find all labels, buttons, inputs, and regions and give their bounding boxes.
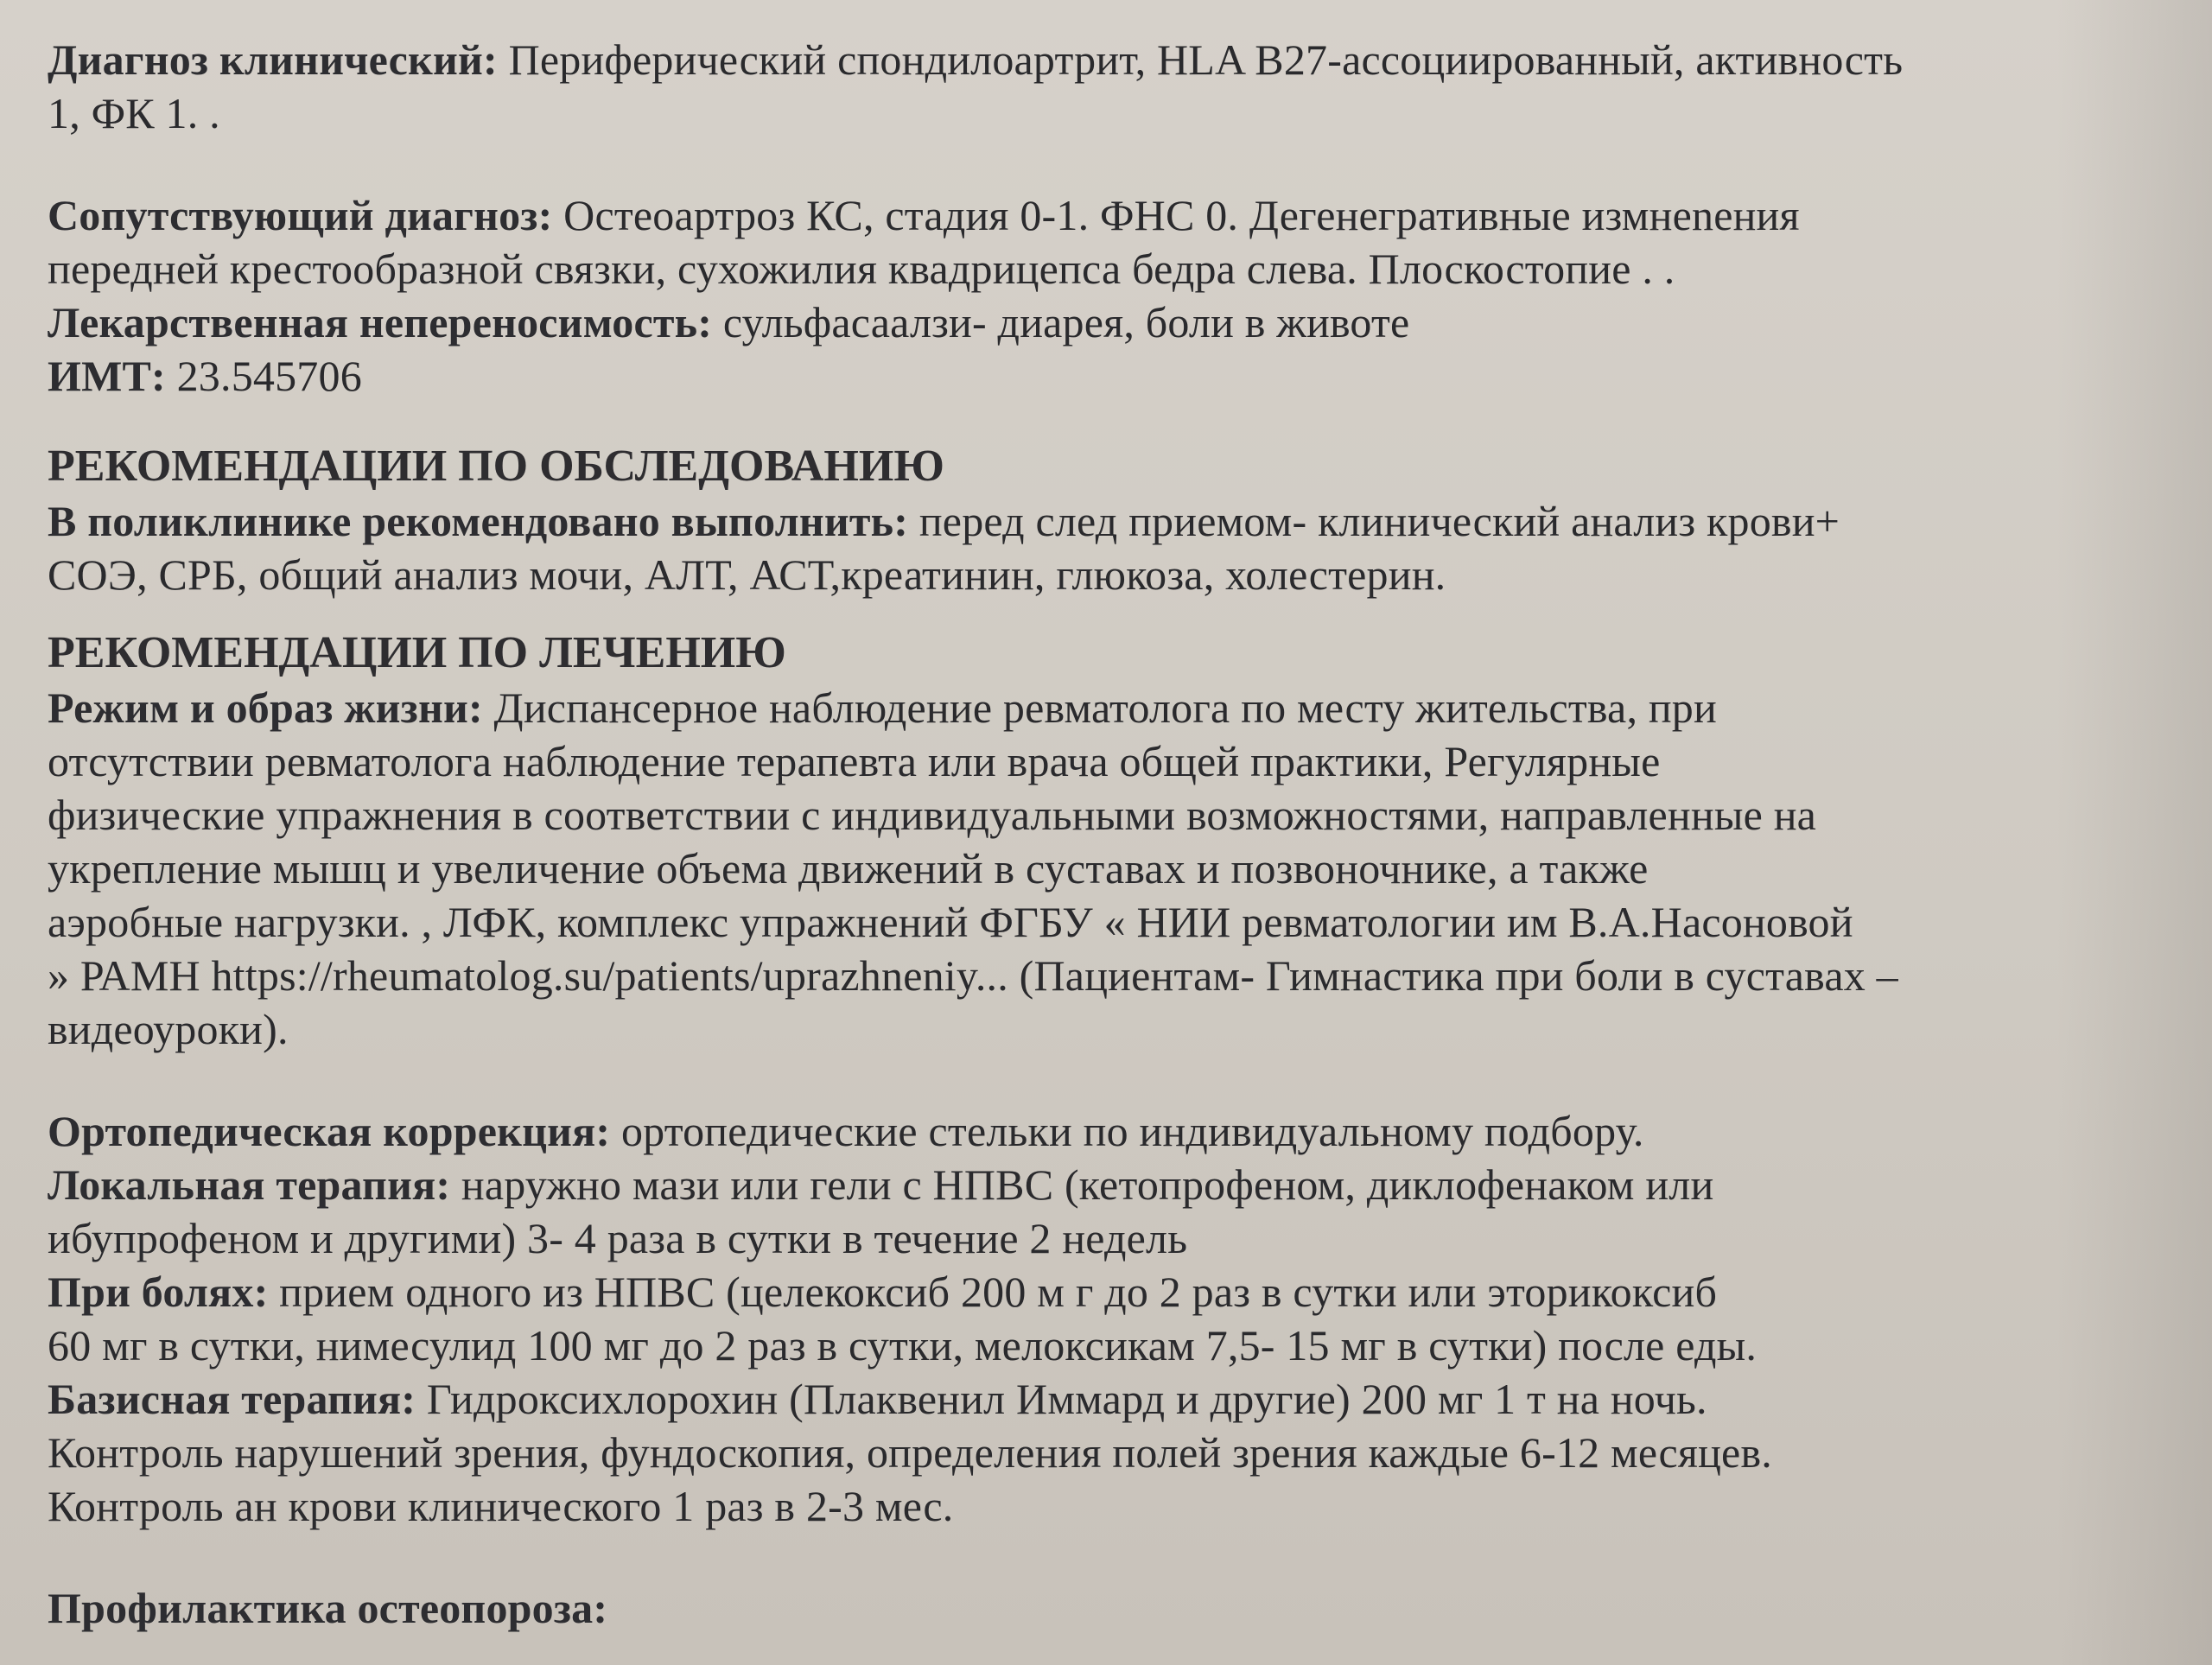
comorbid-text-2: передней крестообразной связки, сухожилия квадрицепса бедра слева. Плоскостопие . .	[48, 245, 1675, 293]
bmi-text: 23.545706	[165, 352, 362, 400]
basic-line-2: Контроль нарушений зрения, фундоскопия, определения полей зрения каждые 6-12 месяцев.	[48, 1428, 1772, 1477]
basic-line-3: Контроль ан крови клинического 1 раз в 2-3 мес.	[48, 1482, 954, 1530]
treatment-section	[48, 626, 2160, 1632]
pain-line-1	[48, 1265, 2160, 1319]
comorbid-text-1: Остеоартроз КС, стадия 0-1. ФНС 0. Дегенегративные измнenения	[552, 191, 1800, 239]
basic-line-1	[48, 1372, 2160, 1426]
comorbid-line-2	[48, 242, 2160, 296]
exam-section	[48, 439, 2160, 601]
bmi-section	[48, 349, 2160, 403]
exam-heading: РЕКОМЕНДАЦИИ ПО ОБСЛЕДОВАНИЮ	[48, 442, 944, 491]
bmi-label: ИМТ:	[48, 352, 166, 400]
exam-label: В поликлинике рекомендовано выполнить:	[48, 497, 909, 545]
ortho-text: ортопедические стельки по индивидуальному подбору.	[610, 1107, 1644, 1155]
treatment-heading: РЕКОМЕНДАЦИИ ПО ЛЕЧЕНИЮ	[48, 628, 786, 677]
pain-label: При болях:	[48, 1268, 269, 1316]
comorbid-section	[48, 188, 2160, 296]
exam-text-1: перед след приемом- клинический анализ крови+	[908, 497, 1840, 545]
diagnosis-label: Диагноз клинический:	[48, 35, 498, 84]
intolerance-text: сульфасаалзи- диарея, боли в животе	[712, 298, 1410, 346]
exam-line-1	[48, 494, 2160, 548]
exam-line-2	[48, 548, 2160, 601]
diagnosis-section	[48, 33, 2160, 140]
pain-line-2: 60 мг в сутки, нимесулид 100 мг до 2 раз в сутки, мелоксикам 7,5- 15 мг в сутки) после еды.	[48, 1321, 1758, 1369]
regime-line-5: аэробные нагрузки. , ЛФК, комплекс упражнений ФГБУ « НИИ ревматологии им В.А.Насоновой	[48, 898, 1853, 946]
regime-line-2: отсутствии ревматолога наблюдение терапевта или врача общей практики, Регулярные	[48, 737, 1661, 785]
pain-text-1: прием одного из НПВС (целекоксиб 200 м г до 2 раз в сутки или эторикоксиб	[268, 1268, 1718, 1316]
intolerance-section	[48, 296, 2160, 349]
comorbid-line-1	[48, 188, 2160, 242]
diagnosis-line-1	[48, 33, 2160, 86]
basic-label: Базисная терапия:	[48, 1375, 416, 1423]
regime-label: Режим и образ жизни:	[48, 683, 483, 732]
regime-line-6: » РАМН https://rheumatolog.su/patients/uprazhneniy... (Пациентам- Гимнастика при боли в суставах –	[48, 951, 1898, 1000]
intolerance-label: Лекарственная непереносимость:	[48, 298, 713, 346]
local-line-2: ибупрофеном и другими) 3- 4 раза в сутки в течение 2 недель	[48, 1214, 1188, 1262]
diagnosis-line-2	[48, 86, 2160, 140]
bmi-line	[48, 349, 2160, 403]
regime-line-4: укрепление мышц и увеличение объема движений в суставах и позвоночнике, а также	[48, 844, 1649, 893]
osteo-cut-line	[48, 1581, 2160, 1632]
regime-text-1: Диспансерное наблюдение ревматолога по месту жительства, при	[482, 683, 1717, 732]
diagnosis-text-2: 1, ФК 1. .	[48, 89, 220, 137]
ortho-label: Ортопедическая коррекция:	[48, 1107, 611, 1155]
exam-text-2: СОЭ, СРБ, общий анализ мочи, АЛТ, АСТ,креатинин, глюкоза, холестерин.	[48, 550, 1446, 599]
local-label: Локальная терапия:	[48, 1160, 451, 1209]
local-line-1	[48, 1158, 2160, 1211]
ortho-line	[48, 1104, 2160, 1158]
diagnosis-text-1: Периферический спондилоартрит, HLA B27-ассоциированный, активность	[497, 35, 1904, 84]
regime-line-3: физические упражнения в соответствии с индивидуальными возможностями, направленные на	[48, 791, 1817, 839]
intolerance-line	[48, 296, 2160, 349]
basic-text-1: Гидроксихлорохин (Плаквенил Иммард и другие) 200 мг 1 т на ночь.	[416, 1375, 1707, 1423]
comorbid-label: Сопутствующий диагноз:	[48, 191, 553, 239]
osteo-label: Профилактика остеопороза:	[48, 1584, 608, 1632]
local-text-1: наружно мази или гели с НПВС (кетопрофеном, диклофенаком или	[450, 1160, 1714, 1209]
regime-line-1	[48, 681, 2160, 734]
regime-line-7: видеоуроки).	[48, 1005, 289, 1053]
